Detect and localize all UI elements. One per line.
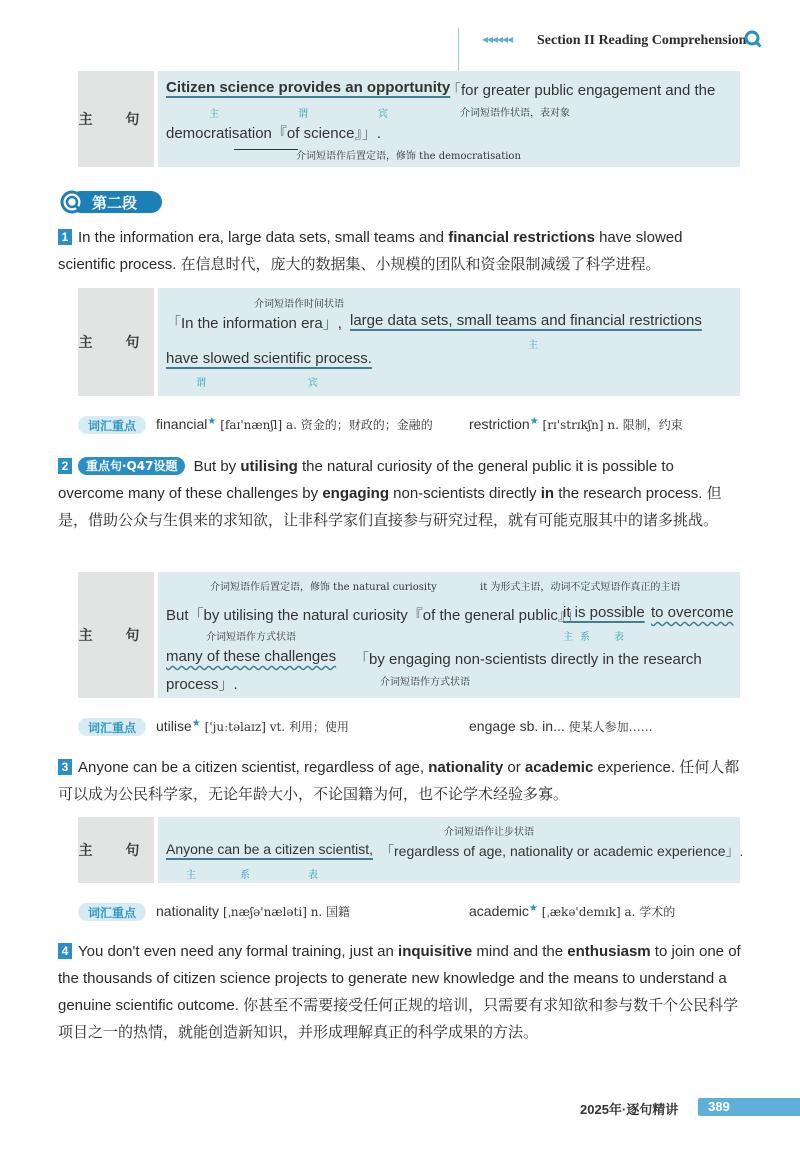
key-sentence-tag: 重点句·Q47设题 (78, 457, 185, 475)
role-predicate: 谓 (298, 109, 308, 120)
sentence-number: 4 (58, 943, 72, 959)
english-text: In the information era, large data sets, small teams and (78, 229, 449, 246)
role-object: 宾 (308, 378, 318, 389)
main-clause: Citizen science provides an opportunity (166, 79, 451, 96)
annotation: 介词短语作后置定语，修饰 the natural curiosity (210, 582, 437, 593)
main-clause: it is possible (563, 604, 645, 621)
vocab-tag: 词汇重点 (78, 416, 146, 434)
role-predicative: 表 (308, 870, 318, 881)
annotation: 介词短语作让步状语 (444, 827, 534, 838)
vocab-word-financial: financial★ [faɪ'nænʃl] a. 资金的；财政的；金融的 (156, 416, 433, 432)
vocab-word-academic: academic★ [ˌækə'demɪk] a. 学术的 (469, 903, 676, 919)
analysis-box-3 (78, 572, 740, 698)
magnifier-icon (60, 190, 86, 214)
role-predicative: 表 (614, 632, 624, 643)
vocab-word-restriction: restriction★ [rɪ'strɪkʃn] n. 限制，约束 (469, 416, 683, 432)
adverbial-phrase: 「by engaging non-scientists directly in the research (354, 651, 702, 668)
sentence-number: 2 (58, 458, 72, 474)
vocab-word-utilise: utilise★ ['juːtəlaɪz] vt. 利用；使用 (156, 718, 349, 734)
page-bar (739, 1098, 800, 1116)
role-object: 宾 (378, 109, 388, 120)
role-linking-verb: 系 (240, 870, 250, 881)
role-subject: 主 (186, 870, 196, 881)
analysis-box-2 (78, 288, 740, 396)
book-title: 2025年·逐句精讲 (580, 1102, 679, 1117)
header-arrows: ◂◂◂◂◂◂ (482, 32, 513, 46)
infinitive-object: many of these challenges (166, 648, 337, 665)
sentence-number: 1 (58, 229, 72, 245)
annotation: 介词短语作方式状语 (206, 632, 296, 643)
box-label: 主 句 (78, 572, 154, 698)
annotation: it 为形式主语，动词不定式短语作真正的主语 (480, 582, 681, 593)
page-number: 389 (698, 1098, 740, 1116)
role-linking-verb: 系 (580, 632, 590, 643)
subject-phrase: large data sets, small teams and financial restrictions (350, 312, 702, 329)
annotation: 介词短语作状语，表对象 (460, 108, 570, 119)
chinese-translation: 你甚至不需要接受任何正规的培训，只需要有求知欲和参与数千个公民科学项目之一的热情，就能创造新知识，并形成理解真正的科学成果的方法。 (58, 996, 739, 1041)
chinese-translation: 在信息时代，庞大的数据集、小规模的团队和资金限制减缓了科学进程。 (180, 255, 661, 273)
paragraph-3: 3 Anyone can be a citizen scientist, regardless of age, nationality or academic experience. 任何人都可以成为公民科学家，无论年龄大小，不论国籍为何，也不论学术经验多寡。 (58, 758, 740, 803)
vocab-tag: 词汇重点 (78, 718, 146, 736)
analysis-box-4 (78, 817, 744, 883)
role-predicate: 谓 (196, 378, 206, 389)
section-tag (60, 190, 162, 214)
analysis-box-1 (78, 71, 740, 167)
predicate-phrase: have slowed scientific process. (166, 350, 372, 367)
adverbial-phrase: 「for greater public engagement and the (446, 82, 716, 99)
paragraph-2: 2 重点句·Q47设题 But by utilising the natural curiosity of the general public it is possible to overcome many of these challenges by engaging non-scientists directly in the research process. 但是，借助公众与生俱来的求知欲，让非科学家们直接参与研究过程，就有可能克服其中的诸多挑战。 (58, 458, 722, 529)
search-magnifier-icon (744, 30, 762, 48)
role-subject: 主 (209, 109, 219, 120)
vocab-word-nationality: nationality [ˌnæʃə'næləti] n. 国籍 (156, 903, 351, 919)
infinitive-subject: to overcome (651, 604, 734, 621)
annotation: 介词短语作后置定语，修饰 the democratisation (296, 151, 521, 162)
box-body (154, 288, 740, 396)
main-clause: Anyone can be a citizen scientist, (166, 841, 374, 857)
box-line: democratisation『of science』」. (166, 125, 382, 142)
vocab-tag: 词汇重点 (78, 903, 146, 921)
vocab-phrase-engage: engage sb. in... 使某人参加…… (469, 718, 653, 734)
role-subject: 主 (528, 340, 538, 351)
annotation: 介词短语作时间状语 (254, 299, 344, 310)
box-body (154, 817, 744, 883)
annotation: 介词短语作方式状语 (380, 677, 470, 688)
paragraph-1 (58, 224, 742, 278)
box-body (154, 71, 740, 167)
header-title: Section II Reading Comprehension (537, 33, 747, 48)
box-label: 主 句 (78, 817, 154, 883)
concessive-phrase: 「regardless of age, nationality or academic experience」. (380, 843, 744, 859)
section-label: 第二段 (92, 194, 138, 212)
annotation-line (234, 149, 298, 150)
adverbial-phrase: 「In the information era」, (166, 315, 342, 332)
box-label: 主 句 (78, 71, 154, 167)
adverbial-phrase: But「by utilising the natural curiosity『of the general public』」 (166, 607, 581, 624)
english-text: have slowed scientific process. (58, 229, 683, 273)
chinese-translation: 但是，借助公众与生俱来的求知欲，让非科学家们直接参与研究过程，就有可能克服其中的诸多挑战。 (58, 484, 722, 529)
box-line: process」. (166, 676, 238, 693)
paragraph-4: 4 You don't even need any formal training, just an inquisitive mind and the enthusiasm to join one of the thousands of citizen science projects to generate new knowledge and the means to understand a genuine scientific outcome. 你甚至不需要接受任何正规的培训，只需要有求知欲和参与数千个公民科学项目之一的热情，就能创造新知识，并形成理解真正的科学成果的方法。 (58, 943, 741, 1041)
keyword: financial restrictions (448, 229, 595, 246)
role-subject: 主 (563, 632, 573, 643)
box-label: 主 句 (78, 288, 154, 396)
sentence-number: 3 (58, 759, 72, 775)
box-body (154, 572, 740, 698)
chinese-translation: 任何人都可以成为公民科学家，无论年龄大小，不论国籍为何，也不论学术经验多寡。 (58, 758, 740, 803)
